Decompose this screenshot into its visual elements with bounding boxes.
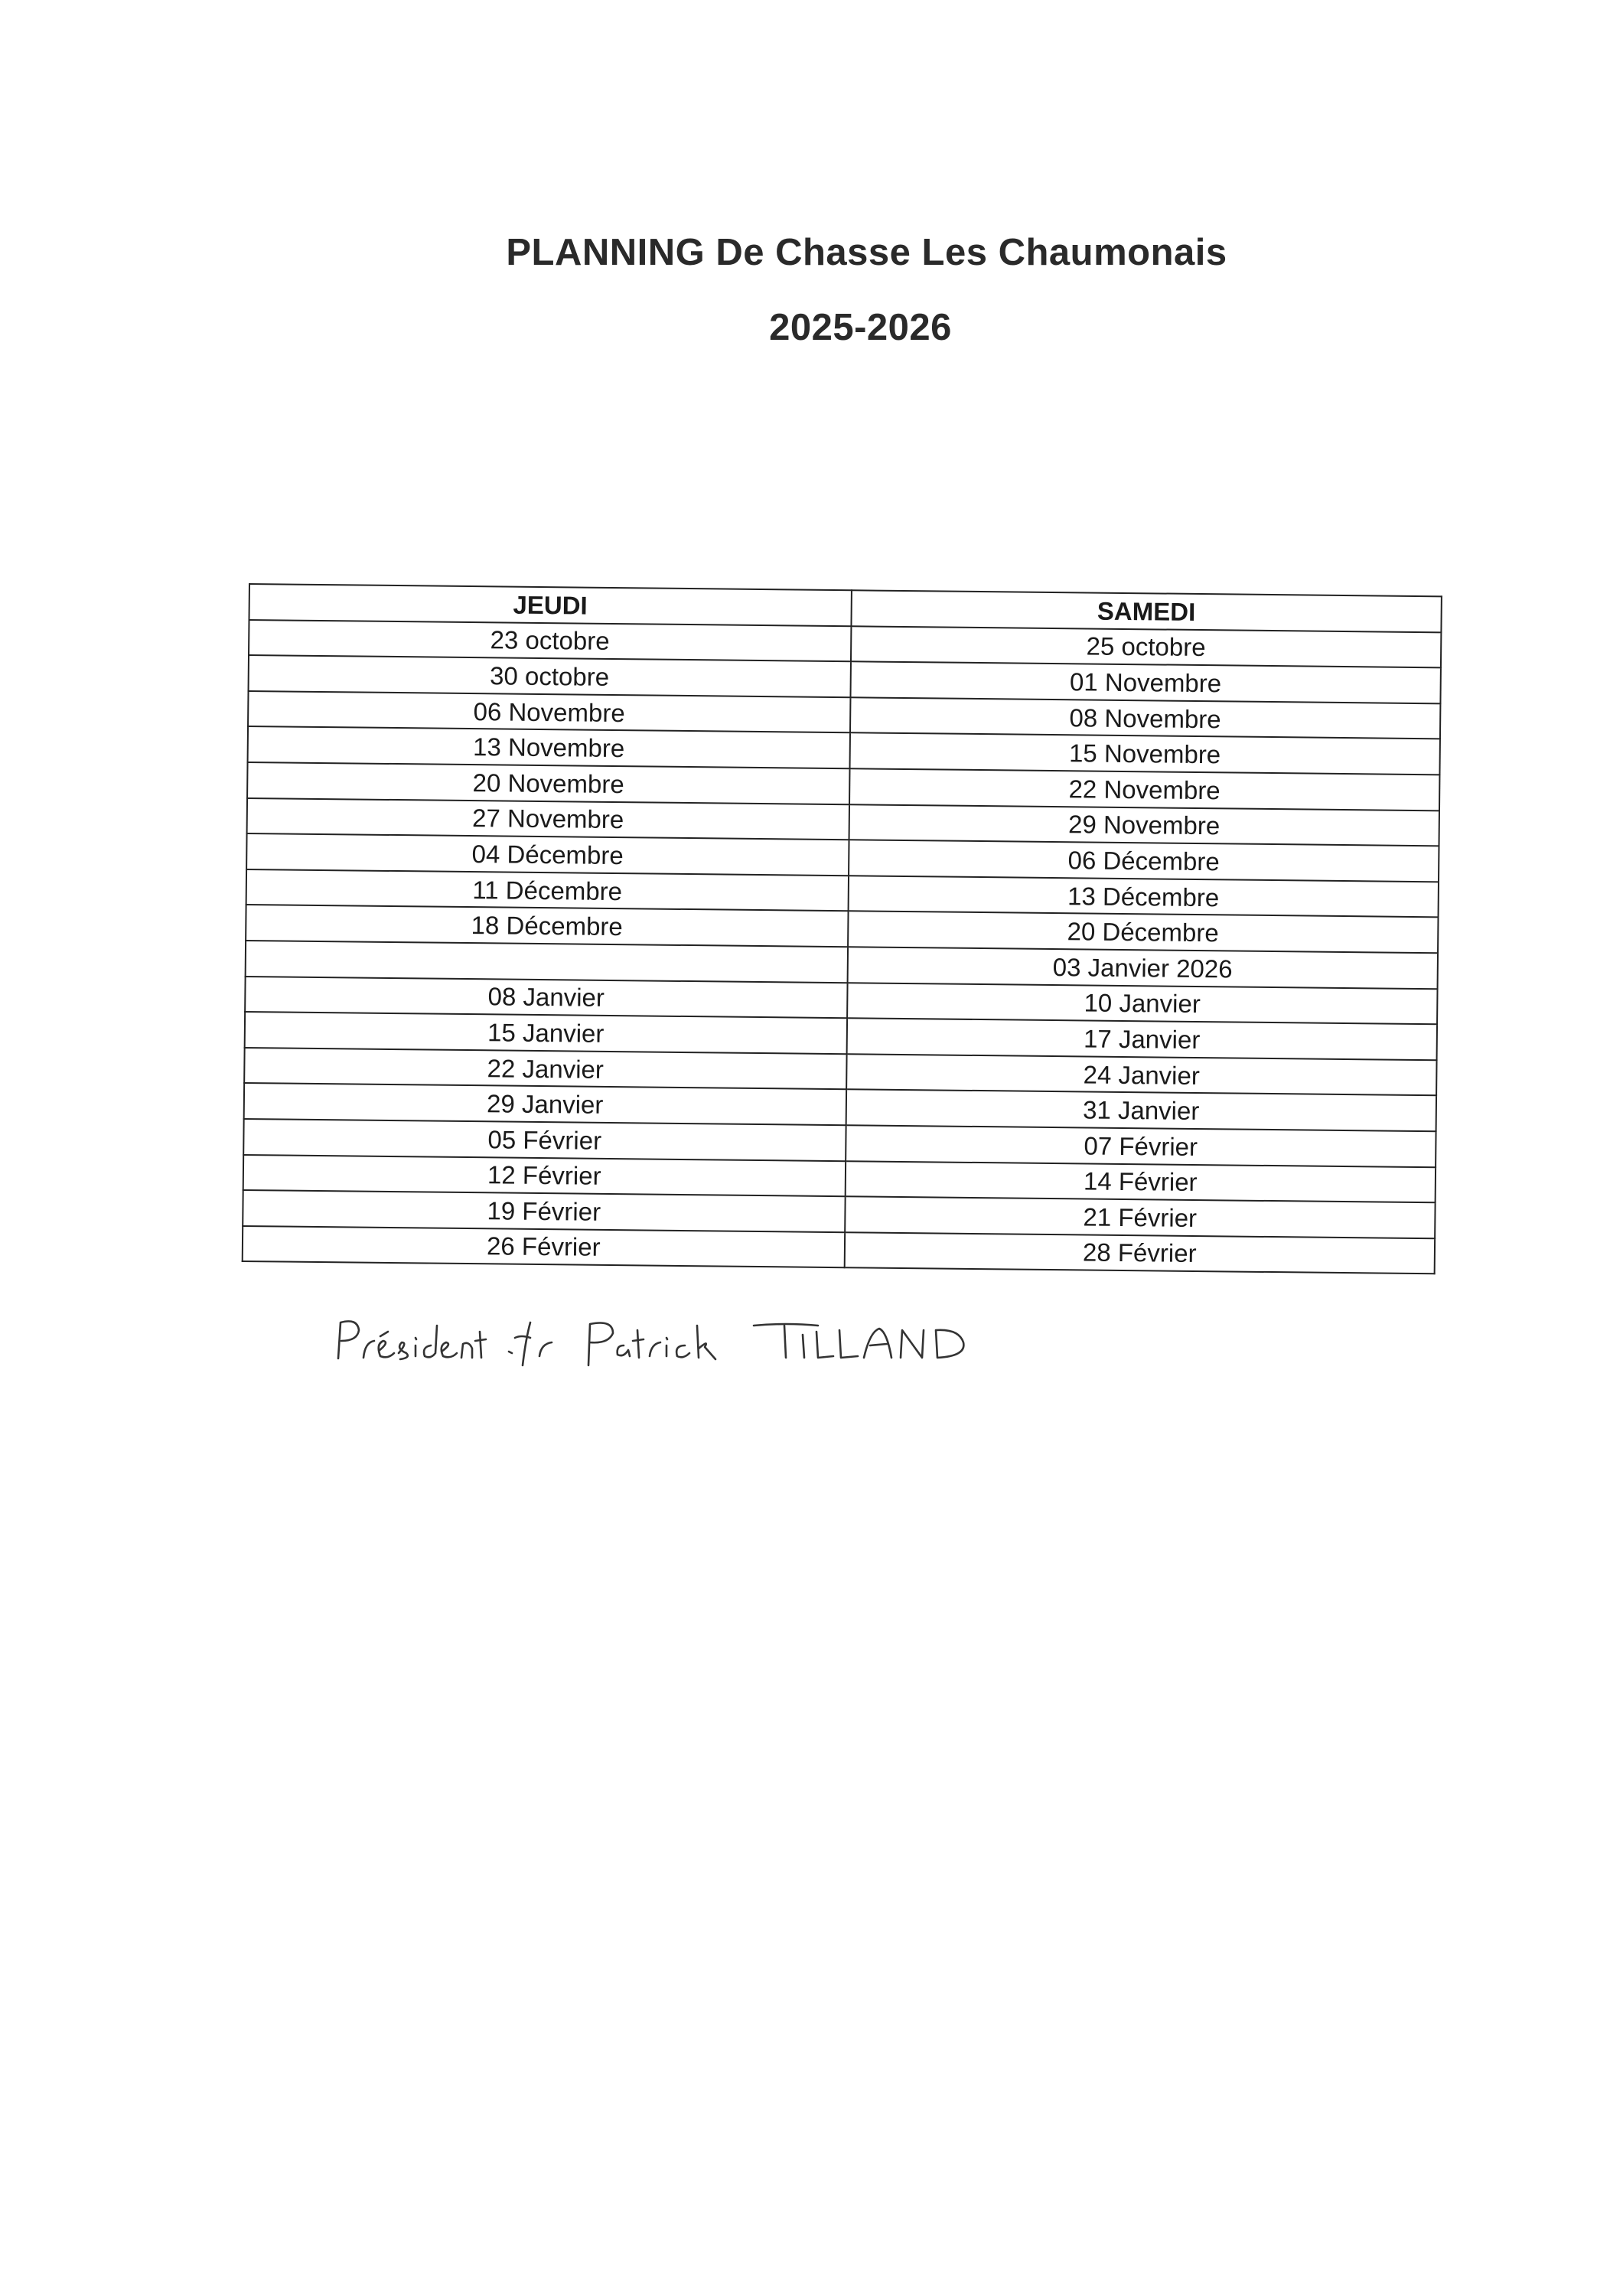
jeudi-date-cell: 20 Novembre xyxy=(247,762,849,804)
jeudi-date-cell: 26 Février xyxy=(243,1226,845,1268)
table-body xyxy=(243,620,1442,1274)
jeudi-date-cell: 04 Décembre xyxy=(246,833,849,876)
jeudi-date-cell: 27 Novembre xyxy=(247,798,849,840)
jeudi-date-cell: 23 octobre xyxy=(249,620,851,662)
header-jeudi: JEUDI xyxy=(249,584,852,626)
jeudi-date-cell: 18 Décembre xyxy=(246,905,848,947)
jeudi-date-cell: 05 Février xyxy=(243,1119,846,1161)
samedi-date-cell: 10 Janvier xyxy=(847,983,1438,1025)
samedi-date-cell: 24 Janvier xyxy=(846,1054,1437,1096)
jeudi-date-cell: 08 Janvier xyxy=(245,977,847,1019)
jeudi-date-cell: 15 Janvier xyxy=(245,1012,847,1054)
schedule-table-wrapper xyxy=(242,583,1442,1275)
samedi-date-cell: 01 Novembre xyxy=(850,661,1441,703)
samedi-date-cell: 25 octobre xyxy=(851,626,1442,668)
jeudi-date-cell: 06 Novembre xyxy=(248,691,850,733)
samedi-date-cell: 03 Janvier 2026 xyxy=(847,947,1438,989)
samedi-date-cell: 14 Février xyxy=(845,1161,1436,1203)
samedi-date-cell: 31 Janvier xyxy=(846,1090,1436,1132)
jeudi-date-cell: 29 Janvier xyxy=(244,1083,846,1125)
signature-drawing xyxy=(334,1309,1023,1378)
jeudi-date-cell: 30 octobre xyxy=(249,655,851,697)
samedi-date-cell: 29 Novembre xyxy=(849,804,1439,846)
header-samedi: SAMEDI xyxy=(851,590,1442,632)
samedi-date-cell: 28 Février xyxy=(844,1232,1435,1274)
samedi-date-cell: 06 Décembre xyxy=(849,840,1439,882)
jeudi-date-cell: 13 Novembre xyxy=(248,726,850,768)
samedi-date-cell: 13 Décembre xyxy=(848,876,1439,918)
handwritten-signature xyxy=(334,1309,1023,1378)
jeudi-date-cell xyxy=(246,941,848,983)
jeudi-date-cell: 22 Janvier xyxy=(244,1048,846,1090)
samedi-date-cell: 21 Février xyxy=(845,1196,1436,1238)
samedi-date-cell: 15 Novembre xyxy=(849,733,1440,775)
document-title: PLANNING De Chasse Les Chaumonais xyxy=(506,232,1227,273)
season-label: 2025-2026 xyxy=(769,307,952,348)
samedi-date-cell: 07 Février xyxy=(846,1125,1436,1167)
schedule-table xyxy=(242,583,1442,1275)
samedi-date-cell: 08 Novembre xyxy=(850,697,1441,739)
jeudi-date-cell: 19 Février xyxy=(243,1190,845,1232)
samedi-date-cell: 17 Janvier xyxy=(846,1018,1437,1060)
jeudi-date-cell: 12 Février xyxy=(243,1154,846,1196)
jeudi-date-cell: 11 Décembre xyxy=(246,869,849,912)
samedi-date-cell: 22 Novembre xyxy=(849,768,1440,810)
samedi-date-cell: 20 Décembre xyxy=(848,912,1439,954)
